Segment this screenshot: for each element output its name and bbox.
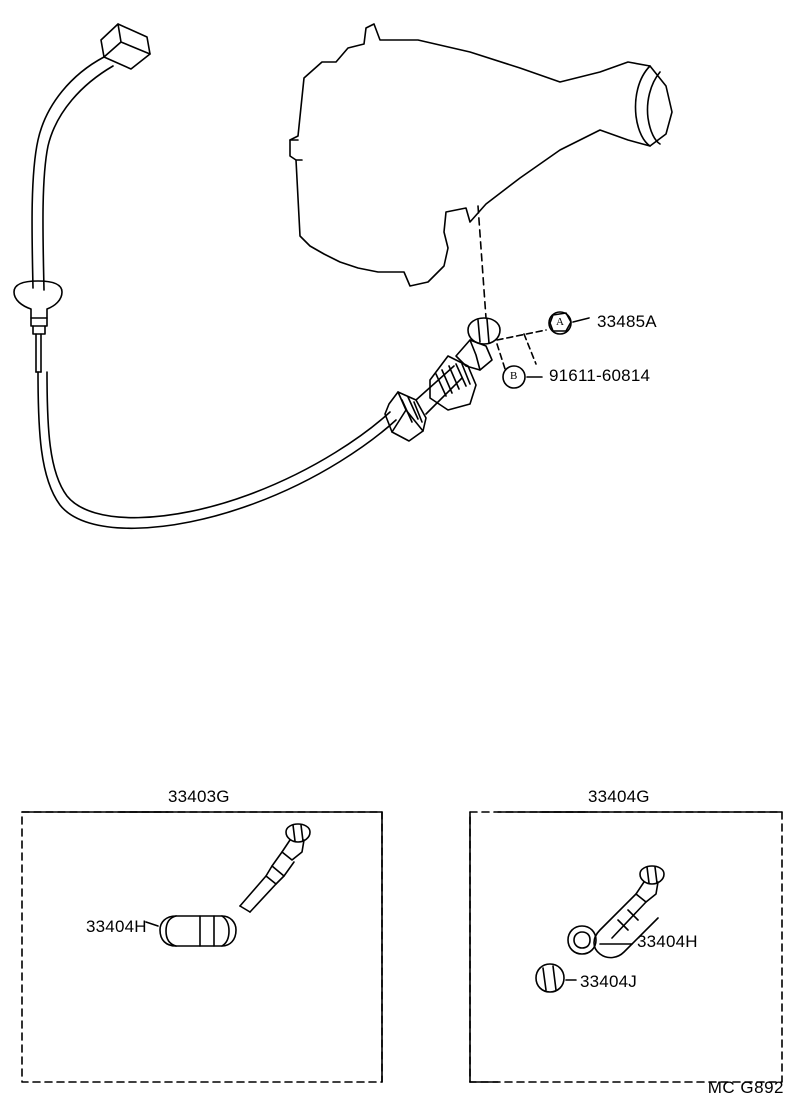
- marker-b-letter: B: [510, 370, 518, 382]
- inset-right-label-33404h: 33404H: [637, 932, 698, 951]
- inset-left-label-33404h: 33404H: [86, 917, 147, 936]
- dipstick-handle-icon: [101, 24, 150, 69]
- inset-right-box: [470, 812, 782, 1082]
- leader-33485a: [573, 318, 589, 322]
- dipstick-rod-icon: [14, 57, 113, 372]
- inset-left-part-sleeve-icon: [160, 916, 236, 946]
- inset-right-part-plug-icon: [536, 964, 564, 992]
- inset-right-box-solid: [470, 812, 782, 1082]
- inset-right-header: 33404G: [588, 787, 650, 806]
- tube-fitting-upper-icon: [416, 318, 500, 414]
- inset-right-label-33404j: 33404J: [580, 972, 637, 991]
- callout-33485a: 33485A: [597, 312, 657, 331]
- tube-fitting-lower-icon: [385, 392, 426, 441]
- diagram-sheet-code: MC G892: [707, 1078, 784, 1097]
- dipstick-tube-icon: [38, 372, 396, 528]
- inset-right-part-oring-icon: [568, 926, 596, 954]
- leader-lines-main: [497, 330, 546, 372]
- leader-housing-to-fitting: [478, 206, 486, 318]
- inset-left-box: [22, 812, 382, 1082]
- inset-left-part-dipstick-icon: [240, 824, 310, 912]
- inset-left-leader-33404h: [146, 922, 158, 926]
- inset-left-box-solid: [22, 812, 382, 1082]
- marker-a-letter: A: [556, 316, 564, 328]
- callout-91611-60814: 91611-60814: [549, 366, 651, 385]
- inset-left-header: 33403G: [168, 787, 230, 806]
